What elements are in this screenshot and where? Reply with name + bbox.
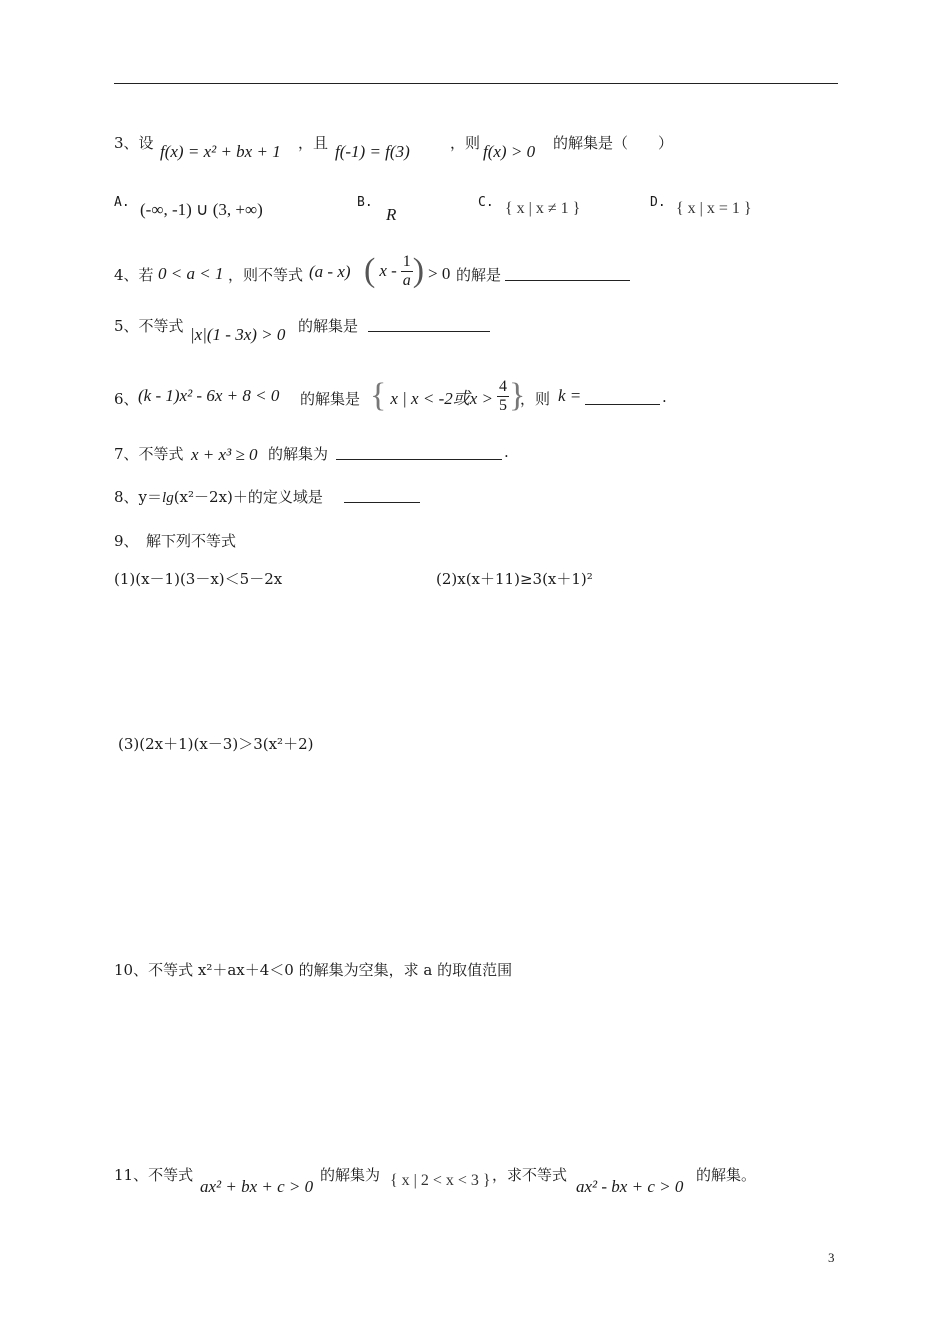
q3-condition: f(-1) = f(3) bbox=[335, 142, 410, 161]
q9-part-2: (2)x(x＋11)≥3(x＋1)² bbox=[436, 570, 593, 588]
q11-number: 11、不等式 bbox=[114, 1166, 194, 1184]
q3-option-c: { x | x ≠ 1 } bbox=[505, 200, 581, 217]
q6-brace-left: { bbox=[370, 377, 387, 414]
q9-part-3: (3)(2x＋1)(x－3)＞3(x²＋2) bbox=[118, 735, 314, 753]
q4-answer-blank bbox=[505, 264, 630, 281]
q4-text: ，则不等式 bbox=[228, 266, 304, 284]
q11-text-2: ，求不等式 bbox=[492, 1166, 568, 1184]
q9-part-1: (1)(x－1)(3－x)＜5－2x bbox=[114, 570, 283, 588]
q8-line bbox=[114, 486, 323, 507]
q5-inequality: |x|(1 - 3x) > 0 bbox=[190, 325, 286, 344]
q7-answer-blank bbox=[336, 443, 502, 460]
q6-fraction-denominator: 5 bbox=[499, 396, 507, 414]
q11-solution-set: { x | 2 < x < 3 } bbox=[390, 1172, 491, 1189]
q4-paren-left: ( bbox=[364, 252, 376, 289]
q4-number: 4、若 bbox=[114, 266, 154, 284]
q6-set-body: x | x < -2或x > bbox=[390, 388, 493, 408]
q8-lg: lg bbox=[162, 490, 174, 506]
q10-text: 10、不等式 x²＋ax＋4＜0 的解集为空集，求 a 的取值范围 bbox=[114, 961, 513, 979]
q4-fraction-denominator: a bbox=[402, 271, 411, 289]
q3-text-and: ，且 bbox=[298, 134, 329, 152]
q7-tail: 的解集为 bbox=[268, 445, 329, 463]
question-3 bbox=[114, 132, 154, 153]
q6-text: 的解集是 bbox=[300, 390, 361, 408]
page-number: 3 bbox=[828, 1250, 835, 1265]
q6-number: 6、 bbox=[114, 390, 139, 408]
q5-tail: 的解集是 bbox=[298, 317, 359, 335]
q6-answer-blank bbox=[585, 388, 660, 405]
q4-factor-2 bbox=[364, 246, 424, 296]
q11-tail: 的解集。 bbox=[696, 1166, 757, 1184]
q7-inequality: x + x³ ≥ 0 bbox=[191, 445, 258, 464]
q6-fraction-numerator: 4 bbox=[499, 377, 507, 395]
q6-period: . bbox=[662, 388, 667, 406]
q4-fraction-numerator: 1 bbox=[402, 252, 411, 270]
q3-number: 3、设 bbox=[114, 134, 154, 152]
q7-period: . bbox=[504, 443, 509, 461]
q4-factor-1: (a - x) bbox=[309, 262, 351, 281]
q6-k-equals: k = bbox=[558, 386, 582, 405]
q3-option-a: (-∞, -1) ∪ (3, +∞) bbox=[140, 200, 263, 219]
q5-answer-blank bbox=[368, 315, 490, 332]
q11-text: 的解集为 bbox=[320, 1166, 381, 1184]
header-rule bbox=[114, 83, 838, 84]
q3-option-d: { x | x = 1 } bbox=[676, 200, 752, 217]
q3-option-c-label: C. bbox=[478, 195, 494, 210]
q3-option-b: R bbox=[386, 205, 397, 224]
q5-number: 5、不等式 bbox=[114, 317, 184, 335]
q3-tail: 的解集是（ ） bbox=[553, 134, 674, 152]
q4-condition: 0 < a < 1 bbox=[158, 264, 224, 283]
q4-greater-zero: > 0 bbox=[428, 264, 451, 283]
q11-inequality-1: ax² + bx + c > 0 bbox=[200, 1177, 314, 1196]
q6-brace-right: } bbox=[509, 377, 526, 414]
q3-option-a-label: A. bbox=[114, 195, 130, 210]
q4-tail: 的解是 bbox=[456, 266, 502, 284]
q4-paren-right: ) bbox=[412, 252, 425, 289]
q3-function: f(x) = x² + bx + 1 bbox=[160, 142, 281, 161]
q4-fraction bbox=[401, 253, 413, 290]
q8-prefix: 8、y＝ bbox=[114, 488, 163, 506]
q6-solution-set bbox=[370, 370, 525, 422]
q4-x-minus: x - bbox=[379, 261, 397, 280]
q7-number: 7、不等式 bbox=[114, 445, 184, 463]
q6-inequality: (k - 1)x² - 6x + 8 < 0 bbox=[138, 386, 280, 405]
q8-answer-blank bbox=[344, 486, 420, 503]
q9-title: 9、 解下列不等式 bbox=[114, 532, 237, 550]
q11-inequality-2: ax² - bx + c > 0 bbox=[576, 1177, 684, 1196]
q3-option-b-label: B. bbox=[357, 195, 373, 210]
q6-fraction bbox=[497, 378, 509, 415]
q6-text-then: ，则 bbox=[520, 390, 551, 408]
q3-option-d-label: D. bbox=[650, 195, 666, 210]
q3-text-then: ，则 bbox=[450, 134, 481, 152]
q8-suffix: (x²－2x)＋的定义域是 bbox=[173, 488, 323, 506]
q3-inequality: f(x) > 0 bbox=[483, 142, 536, 161]
